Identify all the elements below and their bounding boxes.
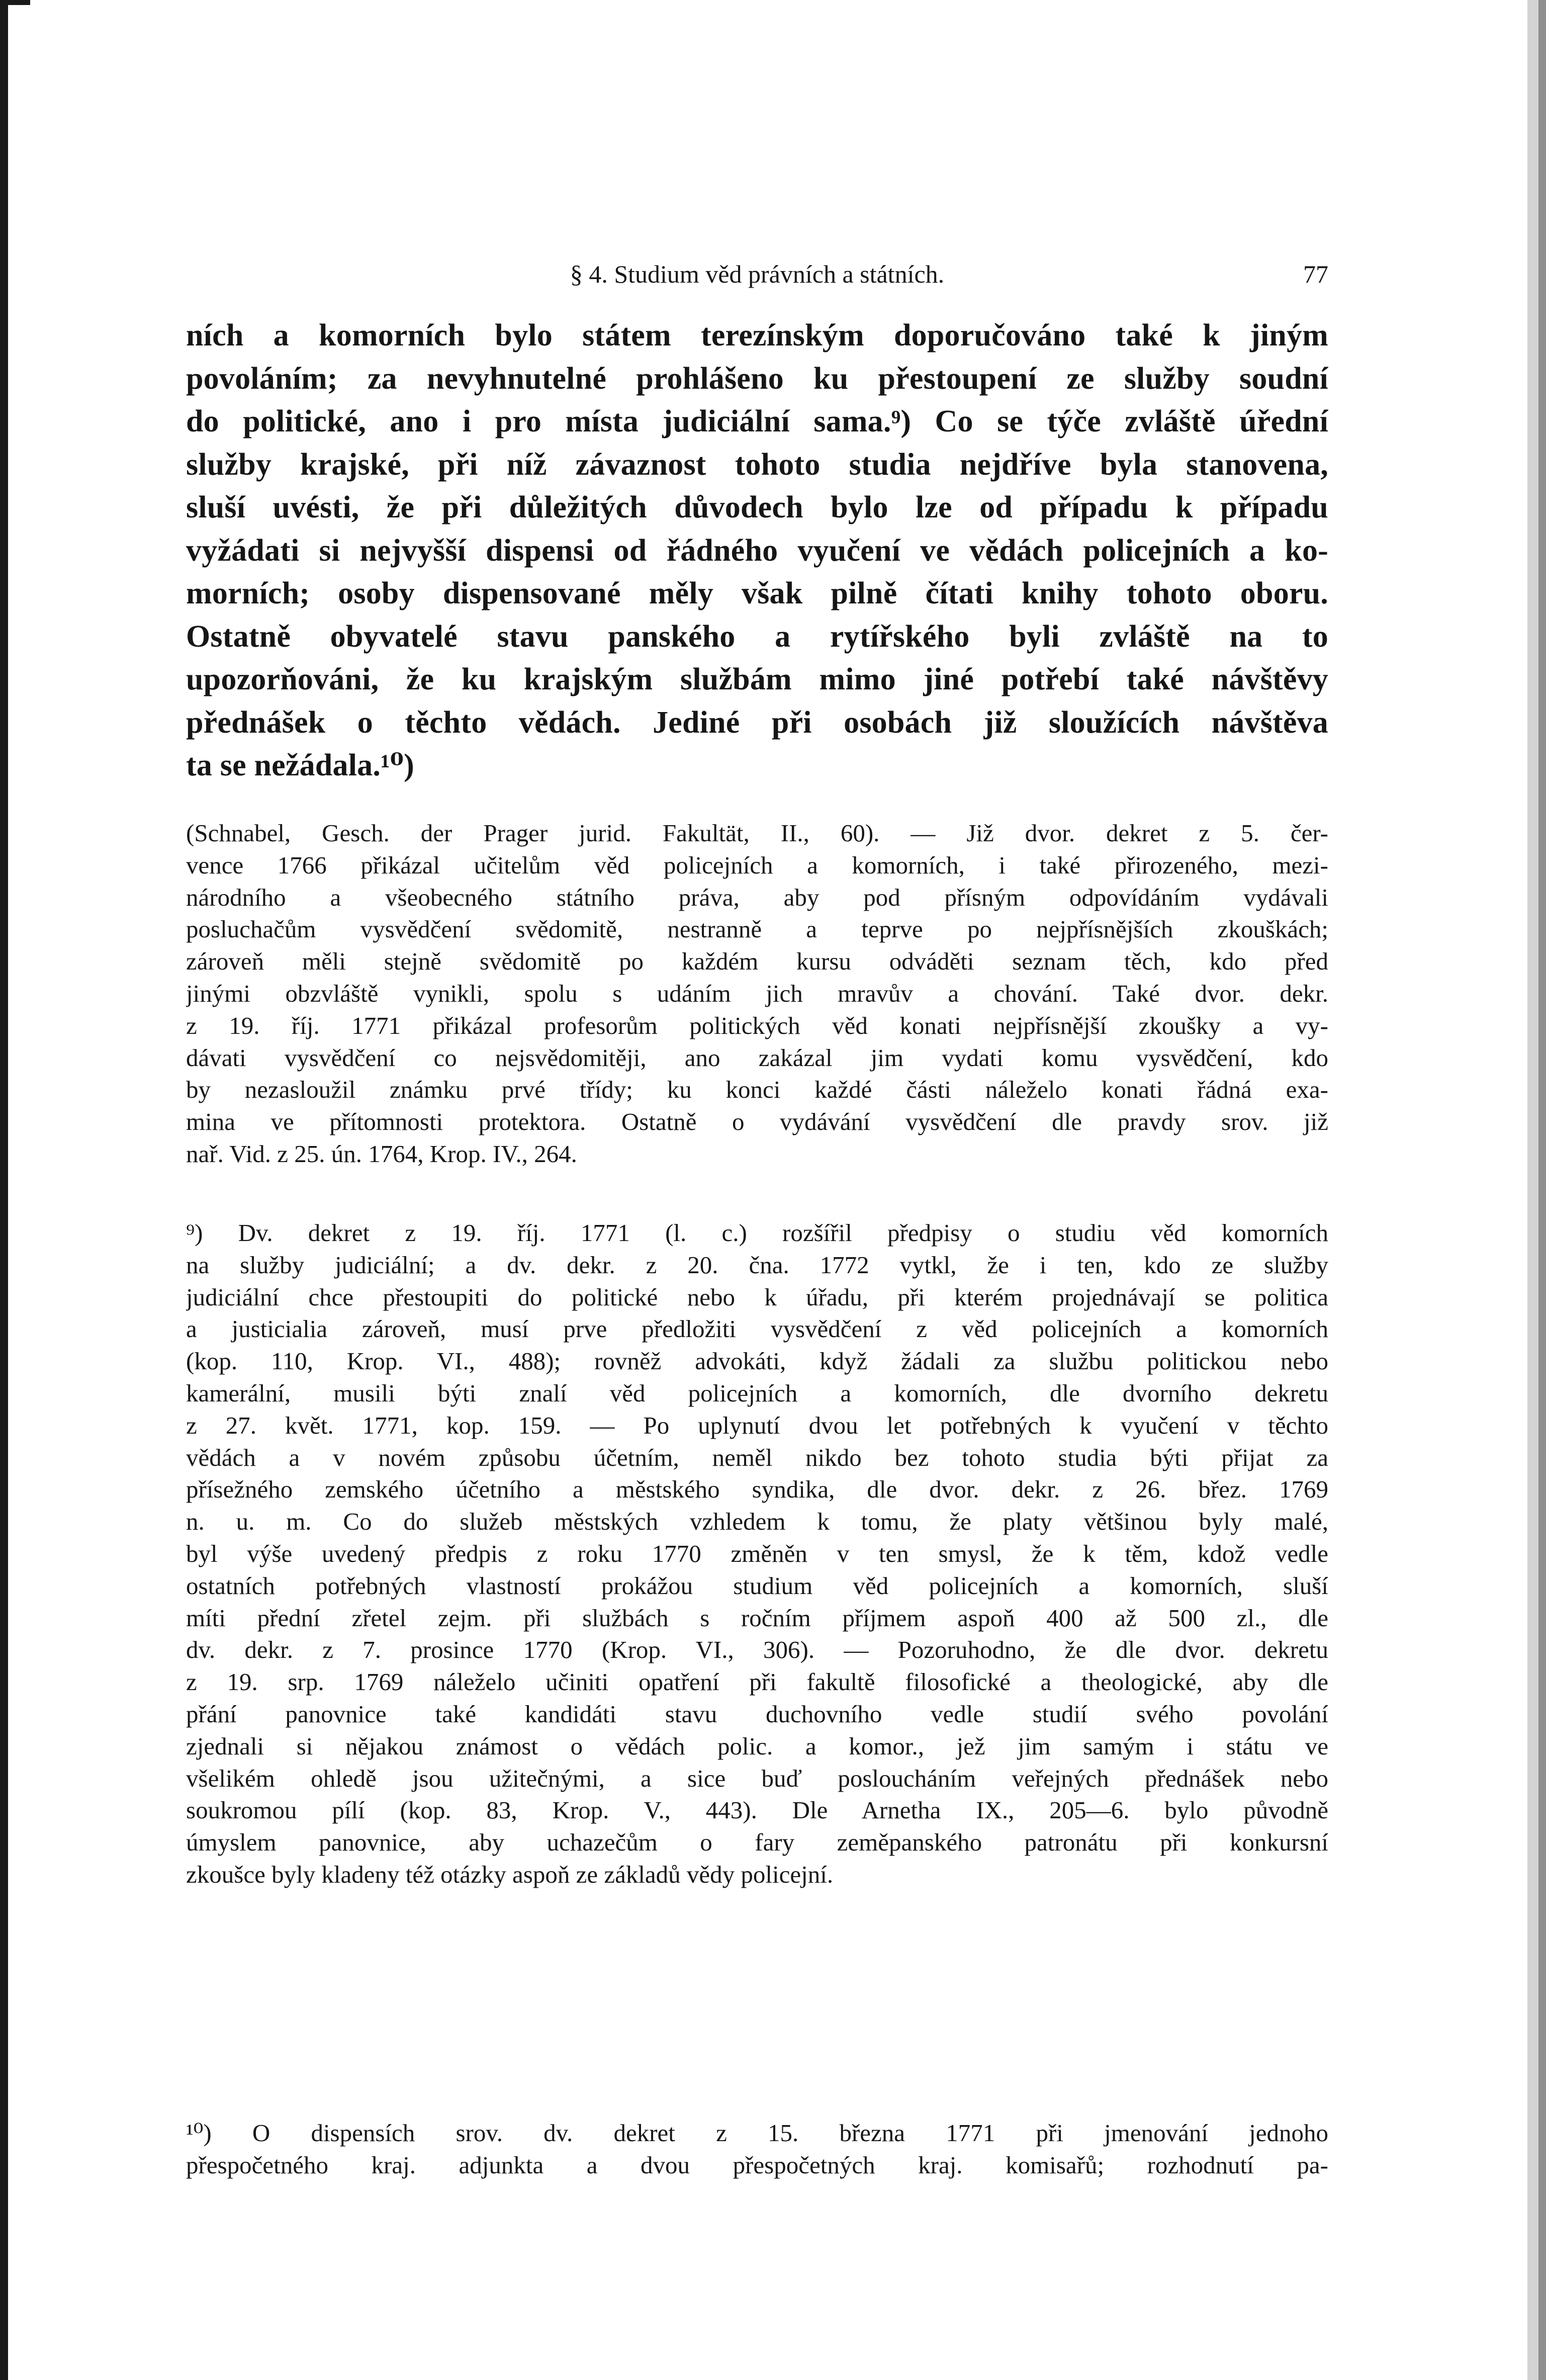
footnote-line: z 19. srp. 1769 náleželo učiniti opatření při fakultě filosofické a theologické, aby dle bbox=[186, 1668, 1328, 1696]
footnote-line: mina ve přítomnosti protektora. Ostatně o vydávání vysvědčení dle pravdy srov. již bbox=[186, 1108, 1328, 1136]
footnote-line: a justicialia zároveň, musí prve předložiti vysvědčení z věd policejních a komorních bbox=[186, 1315, 1328, 1343]
running-head: § 4. Studium věd právních a státních. bbox=[570, 260, 945, 288]
footnote-line: zároveň měli stejně svědomitě po každém kursu odváděti seznam těch, kdo před bbox=[186, 947, 1328, 976]
footnote-line: zkoušce byly kladeny též otázky aspoň ze základů vědy policejní. bbox=[186, 1860, 834, 1888]
footnote-line: dv. dekr. z 7. prosince 1770 (Krop. VI., 306). — Pozoruhodno, že dle dvor. dekretu bbox=[186, 1636, 1328, 1664]
text-line: upozorňováni, že ku krajským službám mimo jiné potřebí také návštěvy bbox=[186, 662, 1328, 696]
footnote-line: všelikém ohledě jsou užitečnými, a sice buď posloucháním veřejných přednášek nebo bbox=[186, 1764, 1328, 1792]
footnote-line: z 19. říj. 1771 přikázal profesorům politických věd konati nejpřísnější zkoušky a vy- bbox=[186, 1011, 1328, 1039]
footnote-continuation bbox=[186, 817, 1328, 1170]
footnote-line: nař. Vid. z 25. ún. 1764, Krop. IV., 264. bbox=[186, 1139, 577, 1168]
text-line: do politické, ano i pro místa judiciální sama.⁹) Co se týče zvláště úřední bbox=[186, 404, 1328, 438]
footnote-line: přísežného zemského účetního a městského syndika, dle dvor. dekr. z 26. břez. 1769 bbox=[186, 1475, 1328, 1504]
footnote-line: byl výše uvedený předpis z roku 1770 změněn v ten smysl, že k těm, kdož vedle bbox=[186, 1539, 1328, 1567]
footnote-9 bbox=[186, 1217, 1328, 1891]
footnote-line: dávati vysvědčení co nejsvědomitěji, ano zakázal jim vydati komu vysvědčení, kdo bbox=[186, 1043, 1328, 1072]
footnote-line: přespočetného kraj. adjunkta a dvou přespočetných kraj. komisařů; rozhodnutí pa- bbox=[186, 2151, 1328, 2179]
footnote-line: (kop. 110, Krop. VI., 488); rovněž advokáti, když žádali za službu politickou nebo bbox=[186, 1347, 1328, 1375]
footnote-line: ⁹) Dv. dekret z 19. říj. 1771 (l. c.) rozšířil předpisy o studiu věd komorních bbox=[186, 1219, 1328, 1247]
footnote-line: judiciální chce přestoupiti do politické nebo k úřadu, při kterém projednávají se politica bbox=[186, 1283, 1328, 1311]
scan-corner-mark bbox=[0, 0, 30, 5]
footnote-line: úmyslem panovnice, aby uchazečům o fary zeměpanského patronátu při konkursní bbox=[186, 1828, 1328, 1857]
footnote-line: kamerální, musili býti znalí věd policejních a komorních, dle dvorního dekretu bbox=[186, 1379, 1328, 1407]
text-line: vyžádati si nejvyšší dispensi od řádného vyučení ve vědách policejních a ko- bbox=[186, 533, 1328, 568]
footnote-line: (Schnabel, Gesch. der Prager jurid. Fakultät, II., 60). — Již dvor. dekret z 5. čer- bbox=[186, 819, 1328, 847]
scan-right-edge bbox=[1527, 0, 1538, 2380]
footnote-line: přání panovnice také kandidáti stavu duchovního vedle studií svého povolání bbox=[186, 1700, 1328, 1728]
footnote-line: ¹⁰) O dispensích srov. dv. dekret z 15. března 1771 při jmenování jednoho bbox=[186, 2119, 1328, 2147]
footnote-line: n. u. m. Co do služeb městských vzhledem k tomu, že platy většinou byly malé, bbox=[186, 1508, 1328, 1536]
footnote-line: vědách a v novém způsobu účetním, neměl nikdo bez tohoto studia býti přijat za bbox=[186, 1443, 1328, 1471]
scan-left-edge bbox=[0, 0, 8, 2380]
footnote-line: vence 1766 přikázal učitelům věd policejních a komorních, i také přirozeného, mezi- bbox=[186, 851, 1328, 879]
scan-right-border bbox=[1538, 0, 1546, 2380]
footnote-line: národního a všeobecného státního práva, aby pod přísným odpovídáním vydávali bbox=[186, 883, 1328, 911]
footnote-line: ostatních potřebných vlastností prokážou studium věd policejních a komorních, sluší bbox=[186, 1571, 1328, 1600]
page-number: 77 bbox=[1303, 260, 1328, 288]
footnote-line: posluchačům vysvědčení svědomitě, nestranně a teprve po nejpřísnějších zkouškách; bbox=[186, 915, 1328, 943]
text-line: povoláním; za nevyhnutelné prohlášeno ku přestoupení ze služby soudní bbox=[186, 361, 1328, 396]
main-paragraph bbox=[186, 314, 1328, 787]
text-line: přednášek o těchto vědách. Jediné při osobách již sloužících návštěva bbox=[186, 705, 1328, 740]
page-header bbox=[186, 254, 1328, 294]
text-line: služby krajské, při níž závaznost tohoto studia nejdříve byla stanovena, bbox=[186, 447, 1328, 482]
footnote-line: by nezasloužil známku prvé třídy; ku konci každé části náleželo konati řádná exa- bbox=[186, 1076, 1328, 1104]
footnote-line: zjednali si nějakou známost o vědách polic. a komor., jež jim samým i státu ve bbox=[186, 1732, 1328, 1760]
footnote-line: na služby judiciální; a dv. dekr. z 20. čna. 1772 vytkl, že i ten, kdo ze služby bbox=[186, 1251, 1328, 1279]
footnote-line: jinými obzvláště vynikli, spolu s udáním jich mravův a chování. Také dvor. dekr. bbox=[186, 979, 1328, 1007]
text-line: morních; osoby dispensované měly však pilně čítati knihy tohoto oboru. bbox=[186, 576, 1328, 610]
footnote-line: míti přední zřetel zejm. při službách s ročním příjmem aspoň 400 až 500 zl., dle bbox=[186, 1604, 1328, 1632]
footnote-line: z 27. květ. 1771, kop. 159. — Po uplynutí dvou let potřebných k vyučení v těchto bbox=[186, 1411, 1328, 1439]
text-line: Ostatně obyvatelé stavu panského a rytířského byli zvláště na to bbox=[186, 619, 1328, 654]
footnote-line: soukromou pílí (kop. 83, Krop. V., 443). Dle Arnetha IX., 205—6. bylo původně bbox=[186, 1796, 1328, 1824]
text-line: sluší uvésti, že při důležitých důvodech bylo lze od případu k případu bbox=[186, 490, 1328, 524]
footnote-10 bbox=[186, 2117, 1328, 2181]
text-line: ta se nežádala.¹⁰) bbox=[186, 748, 415, 782]
text-line: ních a komorních bylo státem terezínským doporučováno také k jiným bbox=[186, 318, 1328, 352]
